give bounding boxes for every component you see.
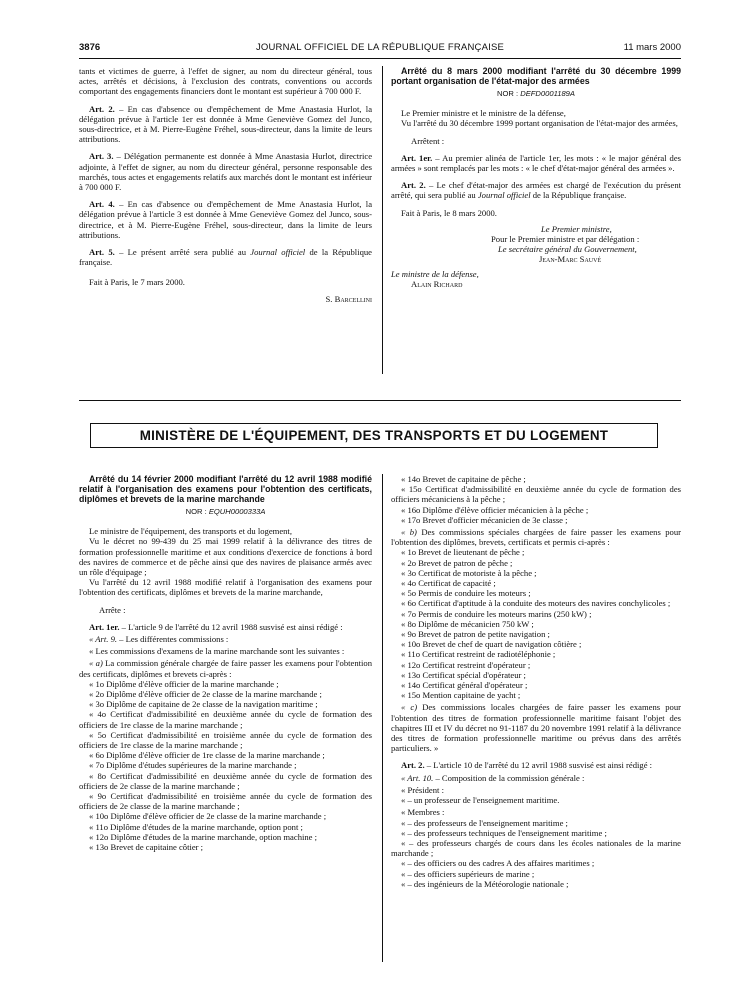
- article-3: Art. 3. – Délégation permanente est donnée à Mme Anastasia Hurlot, directrice adjointe, à l'effet de signer, au nom du directeur général, personne responsable des marchés, tous actes et engagements relatifs aux marchés dont le montant est inférieur à 700 000 F.: [79, 151, 373, 193]
- list-item: « 7o Diplôme d'études supérieures de la marine marchande ;: [89, 760, 297, 771]
- article-1: Art. 1er. – L'article 9 de l'arrêté du 12 avril 1988 susvisé est ainsi rédigé :: [89, 621, 343, 632]
- minister-signature: Alain Richard: [411, 278, 463, 289]
- page-header: [79, 42, 681, 56]
- list-item: « 17o Brevet d'officier mécanicien de 3e classe ;: [401, 514, 568, 525]
- list-item: « 13o Certificat spécial d'opérateur ;: [401, 669, 526, 680]
- decree-title: Arrêté du 14 février 2000 modifiant l'arrêté du 12 avril 1988 modifié relatif à l'organisation des examens pour l'obtention des certificats, diplômes et brevets de la marine marchande: [79, 474, 372, 504]
- list-item: « 2o Diplôme d'élève officier de 2e classe de la marine marchande ;: [89, 689, 322, 700]
- list-item: « 3o Certificat de motoriste à la pêche ;: [401, 567, 537, 578]
- list-item: « – des ingénieurs de la Météorologie nationale ;: [401, 878, 569, 889]
- list-item: « 11o Certificat restreint de radiotéléphonie ;: [401, 649, 556, 660]
- page-number: 3876: [79, 42, 101, 53]
- list-item: « 15o Certificat d'admissibilité en deuxième année du cycle de formation des officiers mécaniciens à la pêche ;: [391, 484, 681, 505]
- list-item: « 5o Certificat d'admissibilité en troisième année du cycle de formation des officiers de 1re classe de la marine marchande ;: [79, 729, 372, 751]
- list-item: « – un professeur de l'enseignement maritime.: [401, 795, 560, 806]
- list-item: « – des officiers ou des cadres A des affaires maritimes ;: [401, 858, 595, 869]
- list-item: « – des professeurs techniques de l'enseignement maritime ;: [401, 827, 607, 838]
- signature: S. Barcellini: [325, 293, 372, 304]
- list-item: « 6o Diplôme d'élève officier de 1re classe de la marine marchande ;: [89, 750, 325, 761]
- decree-title: Arrêté du 8 mars 2000 modifiant l'arrêté du 30 décembre 1999 portant organisation de l'état-major des armées: [391, 66, 681, 86]
- list-item: « 12o Diplôme d'études de la marine marchande, option machine ;: [89, 831, 318, 842]
- list-item: « 7o Permis de conduire les moteurs marins (250 kW) ;: [401, 608, 592, 619]
- done-at: Fait à Paris, le 8 mars 2000.: [401, 207, 497, 218]
- signatory-role: Le secrétaire général du Gouvernement,: [498, 244, 637, 255]
- bottom-right-column: [391, 474, 681, 889]
- ministry-banner: MINISTÈRE DE L'ÉQUIPEMENT, DES TRANSPORTS ET DU LOGEMENT: [90, 423, 658, 448]
- list-item: « 4o Certificat de capacité ;: [401, 578, 496, 589]
- list-item: « 1o Diplôme d'élève officier de la marine marchande ;: [89, 678, 279, 689]
- signature: Jean-Marc Sauvé: [539, 254, 602, 265]
- arretent: Arrêtent :: [411, 135, 445, 146]
- paragraph: Vu l'arrêté du 12 avril 1988 modifié relatif à l'organisation des examens pour l'obtention des certificats, diplômes et brevets de la marine marchande,: [79, 577, 372, 598]
- article-10: « Art. 10. – Composition de la commission générale :: [401, 772, 585, 783]
- list-item: « 14o Certificat général d'opérateur ;: [401, 680, 528, 691]
- paragraph: « Les commissions d'examens de la marine marchande sont les suivantes :: [89, 646, 345, 657]
- signatory-title: Le Premier ministre,: [541, 223, 612, 234]
- minister-title: Le ministre de la défense,: [391, 268, 479, 279]
- list-item: « 13o Brevet de capitaine côtier ;: [89, 842, 204, 853]
- nor-reference: NOR : EQUH0000333A: [185, 507, 266, 516]
- paragraph: Vu le décret no 99-439 du 25 mai 1999 relatif à la délivrance des titres de formation professionnelle maritime et aux conditions d'exercice de fonctions à bord des navires de commerce et de pêche ainsi que des navires de plaisance armés avec un rôle d'équipage ;: [79, 536, 372, 578]
- paragraph: Le ministre de l'équipement, des transports et du logement,: [89, 526, 292, 537]
- column-divider: [382, 474, 383, 962]
- bottom-left-column: [79, 474, 372, 852]
- list-item: « 10o Diplôme d'élève officier de 2e classe de la marine marchande ;: [89, 811, 327, 822]
- list-item: « 11o Diplôme d'études de la marine marchande, option pont ;: [89, 821, 303, 832]
- list-item: « 4o Certificat d'admissibilité en deuxième année du cycle de formation des officiers de 1re classe de la marine marchande ;: [79, 709, 372, 730]
- list-item: « 3o Diplôme de capitaine de 2e classe de la navigation maritime ;: [89, 699, 318, 710]
- list-item: « Président :: [401, 784, 444, 795]
- list-item: « 15o Mention capitaine de yacht ;: [401, 690, 521, 701]
- list-item: « 8o Diplôme de mécanicien 750 kW ;: [401, 618, 534, 629]
- paragraph-a: « a) La commission générale chargée de faire passer les examens pour l'obtention des certificats, diplômes et brevets ci-après :: [79, 658, 372, 679]
- article-5: Art. 5. – Le présent arrêté sera publié au Journal officiel de la République française.: [79, 247, 372, 268]
- done-at: Fait à Paris, le 7 mars 2000.: [89, 277, 185, 288]
- article-2: Art. 2. – En cas d'absence ou d'empêchement de Mme Anastasia Hurlot, la délégation prévue à l'article 1er est donnée à Mme Geneviève Gomez del Junco, sous-directrice, et à M. Pierre-Eugène Fréhel, sous-directeur, dans la limite de leurs attributions.: [79, 103, 373, 145]
- top-left-column: [79, 66, 372, 304]
- list-item: « Membres :: [401, 807, 445, 818]
- journal-title: JOURNAL OFFICIEL DE LA RÉPUBLIQUE FRANÇAISE: [255, 42, 505, 53]
- list-item: « – des officiers supérieurs de marine ;: [401, 868, 535, 879]
- issue-date: 11 mars 2000: [623, 42, 681, 53]
- list-item: « 9o Certificat d'admissibilité en troisième année du cycle de formation des officiers de 2e classe de la marine marchande ;: [79, 791, 372, 812]
- header-rule: [79, 58, 681, 59]
- list-item: « – des professeurs chargés de cours dans les écoles nationales de la marine marchande ;: [391, 837, 681, 859]
- paragraph: Vu l'arrêté du 30 décembre 1999 portant organisation de l'état-major des armées,: [401, 118, 678, 129]
- top-right-column: [391, 66, 681, 289]
- signatory-delegation: Pour le Premier ministre et par délégation :: [491, 234, 640, 245]
- list-item: « 6o Certificat d'aptitude à la conduite des moteurs des navires conchylicoles ;: [401, 598, 671, 609]
- arrete: Arrête :: [99, 604, 126, 615]
- section-rule: [79, 400, 681, 401]
- article-2: Art. 2. – L'article 10 de l'arrêté du 12 avril 1988 susvisé est ainsi rédigé :: [401, 760, 653, 771]
- nor-reference: NOR : DEFD0001189A: [497, 89, 575, 98]
- list-item: « 14o Brevet de capitaine de pêche ;: [401, 474, 526, 484]
- article-1: Art. 1er. – Au premier alinéa de l'article 1er, les mots : « le major général des armées » sont remplacés par les mots : « le chef d'état-major général des armées ».: [391, 152, 681, 174]
- paragraph-b: « b) Des commissions spéciales chargées de faire passer les examens pour l'obtention des diplômes, brevets, certificats et permis ci-après :: [391, 527, 682, 548]
- article-9: « Art. 9. – Les différentes commissions :: [89, 634, 229, 645]
- paragraph-c: « c) Des commissions locales chargées de faire passer les examens pour l'obtention des titres de formation professionnelle maritime faisant l'objet des chapitres III et IV du décret no 91-1187 du 20 novembre 1991 relatif à la délivrance des titres de formation professionnelle maritime ou prévus dans des arrêtés particuliers. »: [391, 702, 681, 754]
- list-item: « 8o Certificat d'admissibilité en deuxième année du cycle de formation des officiers de 2e classe de la marine marchande ;: [79, 770, 372, 791]
- list-item: « 1o Brevet de lieutenant de pêche ;: [401, 547, 525, 558]
- article-2: Art. 2. – Le chef d'état-major des armées est chargé de l'exécution du présent arrêté, qui sera publié au Journal officiel de la République française.: [391, 180, 682, 201]
- column-divider: [382, 66, 383, 374]
- list-item: « 16o Diplôme d'élève officier mécanicien à la pêche ;: [401, 504, 589, 515]
- list-item: « – des professeurs de l'enseignement maritime ;: [401, 817, 568, 828]
- list-item: « 2o Brevet de patron de pêche ;: [401, 557, 513, 568]
- list-item: « 10o Brevet de chef de quart de navigation côtière ;: [401, 639, 582, 650]
- list-item: « 5o Permis de conduire les moteurs ;: [401, 588, 531, 599]
- article-4: Art. 4. – En cas d'absence ou d'empêchement de Mme Anastasia Hurlot, la délégation prévue à l'article 3 est donnée à Mme Geneviève Gomez del Junco, sous-directrice, et à M. Pierre-Eugène Fréhel, sous-directeur, dans la limite de leurs attributions.: [79, 199, 373, 240]
- list-item: « 12o Certificat restreint d'opérateur ;: [401, 659, 531, 670]
- list-item: « 9o Brevet de patron de petite navigation ;: [401, 629, 550, 640]
- paragraph: Le Premier ministre et le ministre de la défense,: [401, 108, 566, 119]
- paragraph: tants et victimes de guerre, à l'effet de signer, au nom du directeur général, tous actes, arrêtés et décisions, à l'exclusion des contrats, conventions ou accords comportant des engagements financiers dont le montant est supérieur à 700 000 F.: [79, 66, 372, 97]
